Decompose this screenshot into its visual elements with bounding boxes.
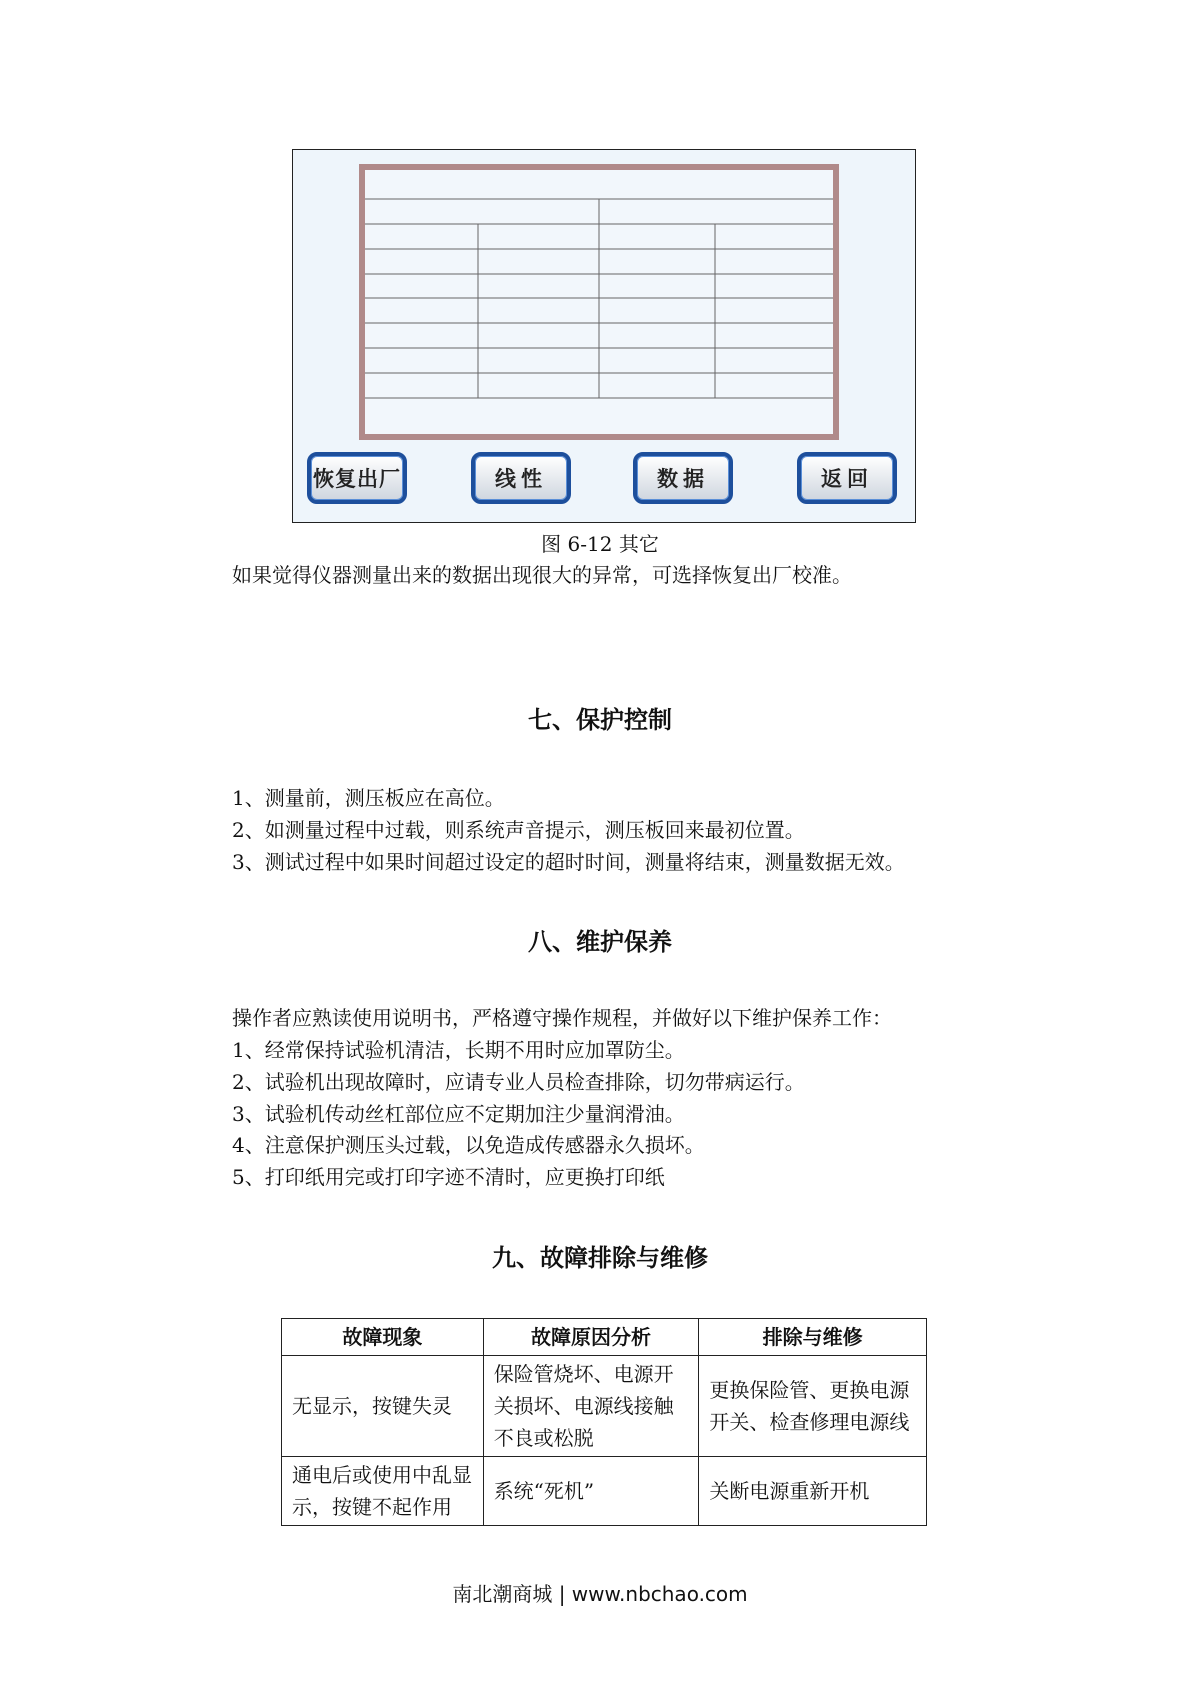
data-button[interactable]: 数据 bbox=[633, 452, 733, 504]
list-item: 2、试验机出现故障时，应请专业人员检查排除，切勿带病运行。 bbox=[232, 1070, 805, 1094]
section-heading: 七、保护控制 bbox=[528, 706, 672, 734]
restore-factory-button[interactable]: 恢复出厂 bbox=[307, 452, 407, 504]
paragraph: 操作者应熟读使用说明书，严格遵守操作规程，并做好以下维护保养工作： bbox=[232, 1006, 892, 1030]
empty-data-grid bbox=[365, 170, 833, 434]
column-header: 排除与维修 bbox=[699, 1319, 927, 1356]
data-table-frame bbox=[359, 164, 839, 440]
list-item: 4、注意保护测压头过载，以免造成传感器永久损坏。 bbox=[232, 1133, 705, 1157]
table-row bbox=[282, 1457, 927, 1526]
list-item: 1、经常保持试验机清洁，长期不用时应加罩防尘。 bbox=[232, 1038, 685, 1062]
table-row bbox=[282, 1356, 927, 1457]
figure-caption: 图 6-12 其它 bbox=[541, 532, 659, 556]
section-heading: 九、故障排除与维修 bbox=[492, 1244, 708, 1272]
table-cell: 关断电源重新开机 bbox=[699, 1457, 927, 1526]
table-cell: 保险管烧坏、电源开关损坏、电源线接触不良或松脱 bbox=[483, 1356, 699, 1457]
table-cell: 更换保险管、更换电源开关、检查修理电源线 bbox=[699, 1356, 927, 1457]
list-item: 2、如测量过程中过载，则系统声音提示，测压板回来最初位置。 bbox=[232, 818, 805, 842]
paragraph: 如果觉得仪器测量出来的数据出现很大的异常，可选择恢复出厂校准。 bbox=[232, 563, 852, 587]
table-cell: 无显示，按键失灵 bbox=[282, 1356, 484, 1457]
footer-watermark: 南北潮商城 | www.nbchao.com bbox=[452, 1582, 748, 1606]
list-item: 3、测试过程中如果时间超过设定的超时时间，测量将结束，测量数据无效。 bbox=[232, 850, 905, 874]
column-header: 故障原因分析 bbox=[483, 1319, 699, 1356]
troubleshooting-table bbox=[281, 1318, 927, 1526]
table-header-row bbox=[282, 1319, 927, 1356]
list-item: 3、试验机传动丝杠部位应不定期加注少量润滑油。 bbox=[232, 1102, 685, 1126]
back-button[interactable]: 返回 bbox=[797, 452, 897, 504]
linearity-button[interactable]: 线性 bbox=[471, 452, 571, 504]
table-cell: 通电后或使用中乱显示，按键不起作用 bbox=[282, 1457, 484, 1526]
screen-figure bbox=[292, 149, 916, 523]
list-item: 1、测量前，测压板应在高位。 bbox=[232, 786, 505, 810]
list-item: 5、打印纸用完或打印字迹不清时，应更换打印纸 bbox=[232, 1165, 665, 1189]
column-header: 故障现象 bbox=[282, 1319, 484, 1356]
table-cell: 系统“死机” bbox=[483, 1457, 699, 1526]
section-heading: 八、维护保养 bbox=[528, 928, 672, 956]
